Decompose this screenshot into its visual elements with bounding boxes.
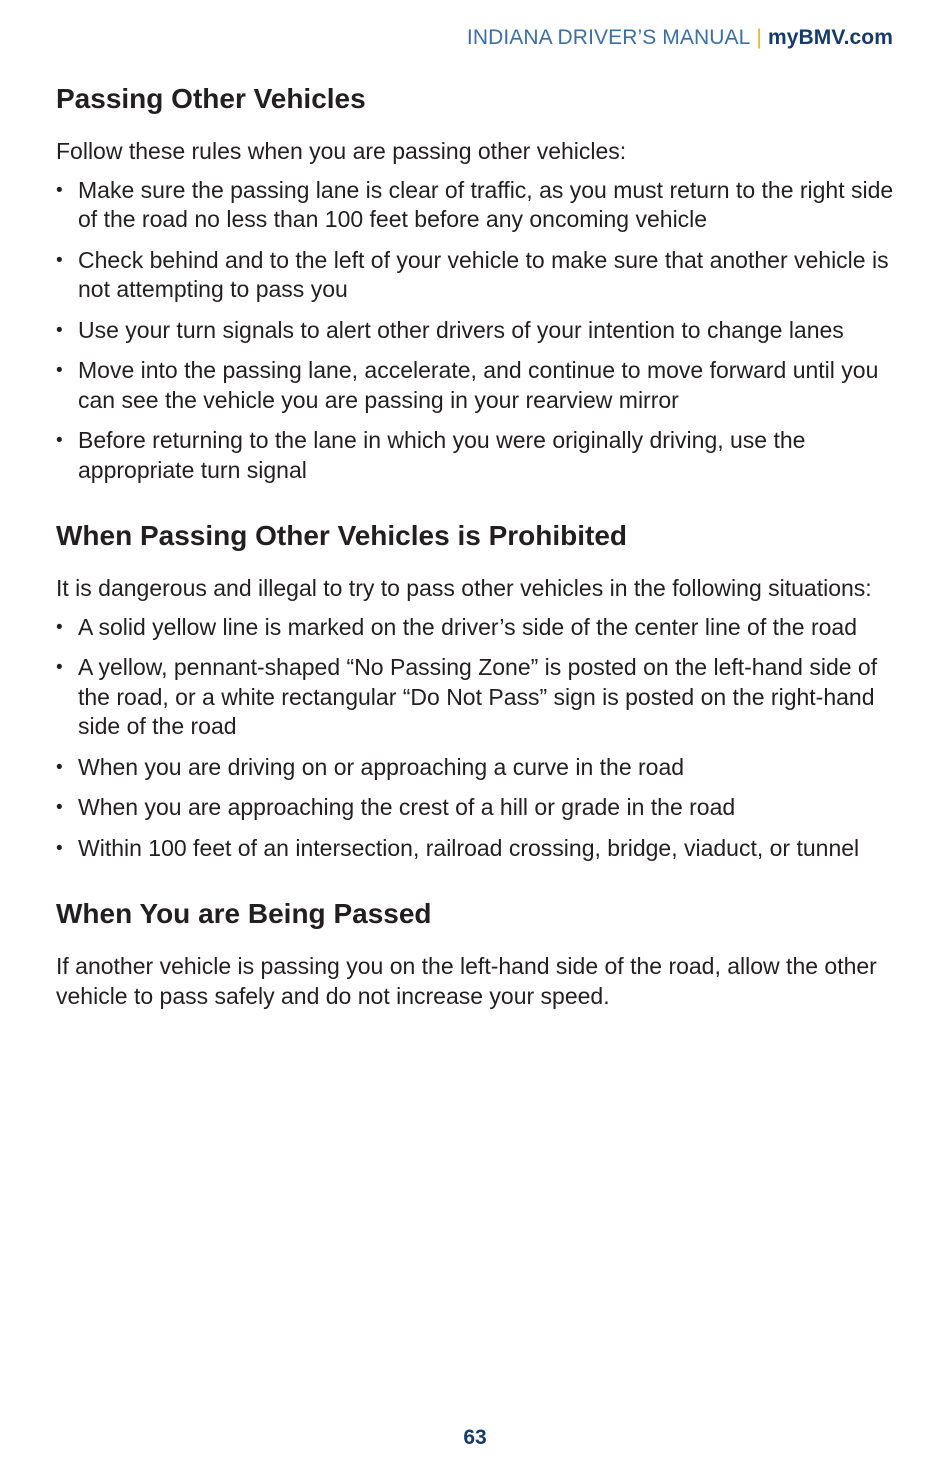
list-item: [56, 176, 901, 235]
list-item-text: A solid yellow line is marked on the driver’s side of the center line of the road: [78, 613, 858, 640]
list-item: [56, 246, 901, 305]
list-item-text: When you are driving on or approaching a curve in the road: [78, 753, 685, 780]
manual-title: INDIANA DRIVER’S MANUAL: [466, 26, 751, 49]
list-item: [56, 753, 901, 783]
list-item-text: Use your turn signals to alert other drivers of your intention to change lanes: [78, 316, 844, 343]
bullet-icon: •: [56, 430, 63, 451]
page-content: [56, 81, 901, 1044]
section-heading: When You are Being Passed: [56, 898, 432, 929]
bullet-icon: •: [56, 657, 63, 678]
section-passing-other-vehicles: [56, 81, 901, 485]
list-item-text: Make sure the passing lane is clear of traffic, as you must return to the right side of the road no less than 100 feet before any oncoming vehicle: [78, 176, 894, 232]
bullet-icon: •: [56, 756, 63, 778]
bullet-list: [56, 176, 901, 486]
site-link[interactable]: myBMV.com: [767, 26, 893, 49]
list-item: [56, 356, 901, 415]
bullet-icon: •: [56, 319, 63, 341]
bullet-icon: •: [56, 179, 63, 201]
bullet-icon: •: [56, 249, 63, 271]
bullet-list: [56, 613, 901, 864]
list-item: [56, 653, 901, 742]
list-item: [56, 426, 901, 485]
section-passing-prohibited: [56, 518, 901, 863]
list-item-text: Move into the passing lane, accelerate, and continue to move forward until you can see the vehicle you are passing in your rearview mirror: [78, 357, 879, 413]
list-item: [56, 613, 901, 643]
bullet-icon: •: [56, 360, 63, 381]
list-item: [56, 316, 901, 346]
list-item-text: When you are approaching the crest of a hill or grade in the road: [78, 794, 736, 820]
list-item: [56, 793, 901, 823]
section-intro: Follow these rules when you are passing other vehicles:: [56, 138, 627, 164]
list-item-text: Within 100 feet of an intersection, railroad crossing, bridge, viaduct, or tunnel: [78, 834, 860, 861]
section-intro: If another vehicle is passing you on the left-hand side of the road, allow the other vehicle to pass safely and do not increase your speed.: [56, 953, 877, 1009]
section-heading: When Passing Other Vehicles is Prohibited: [56, 520, 628, 551]
section-being-passed: [56, 896, 901, 1011]
list-item: [56, 834, 901, 864]
bullet-icon: •: [56, 797, 63, 818]
header-separator: |: [756, 26, 762, 49]
bullet-icon: •: [56, 616, 63, 638]
list-item-text: Before returning to the lane in which you were originally driving, use the appropriate turn signal: [78, 427, 806, 483]
list-item-text: Check behind and to the left of your vehicle to make sure that another vehicle is not attempting to pass you: [78, 246, 889, 302]
list-item-text: A yellow, pennant-shaped “No Passing Zone” is posted on the left-hand side of the road, or a white rectangular “Do Not Pass” sign is posted on the right-hand side of the road: [78, 654, 878, 739]
section-heading: Passing Other Vehicles: [56, 83, 366, 114]
running-header: [467, 26, 893, 50]
page-number: 63: [463, 1426, 487, 1449]
bullet-icon: •: [56, 837, 63, 859]
section-intro: It is dangerous and illegal to try to pass other vehicles in the following situations:: [56, 575, 872, 601]
